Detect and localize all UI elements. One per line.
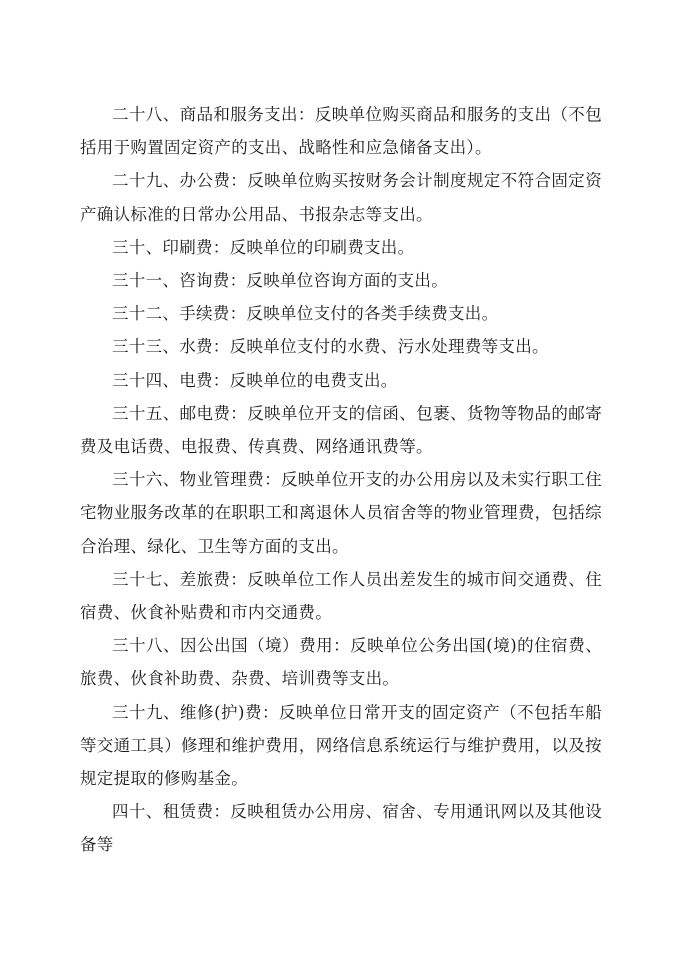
paragraph-39-maintenance: 三十九、维修(护)费：反映单位日常开支的固定资产（不包括车船等交通工具）修理和维护费用，网络信息系统运行与维护费用，以及按规定提取的修购基金。 xyxy=(80,702,602,789)
paragraph-28-goods-services: 二十八、商品和服务支出：反映单位购买商品和服务的支出（不包括用于购置固定资产的支出、战略性和应急储备支出）。 xyxy=(80,105,602,158)
paragraph-37-travel: 三十七、差旅费：反映单位工作人员出差发生的城市间交通费、住宿费、伙食补贴费和市内交通费。 xyxy=(80,569,602,623)
paragraph-32-service-fees: 三十二、手续费：反映单位支付的各类手续费支出。 xyxy=(112,304,499,324)
paragraph-38-overseas-travel: 三十八、因公出国（境）费用：反映单位公务出国(境)的住宿费、旅费、伙食补助费、杂费、培训费等支出。 xyxy=(80,636,602,689)
paragraph-40-leasing: 四十、租赁费：反映租赁办公用房、宿舍、专用通讯网以及其他设备等 xyxy=(80,802,602,855)
paragraph-33-water: 三十三、水费：反映单位支付的水费、污水处理费等支出。 xyxy=(112,337,549,357)
paragraph-35-postal-telecom: 三十五、邮电费：反映单位开支的信函、包裹、货物等物品的邮寄费及电话费、电报费、传真费、网络通讯费等。 xyxy=(80,403,602,457)
paragraph-36-property-management: 三十六、物业管理费：反映单位开支的办公用房以及未实行职工住宅物业服务改革的在职职工和离退休人员宿舍等的物业管理费，包括综合治理、绿化、卫生等方面的支出。 xyxy=(80,470,602,556)
paragraph-34-electricity: 三十四、电费：反映单位的电费支出。 xyxy=(112,370,398,390)
document-body xyxy=(80,98,602,862)
paragraph-30-printing: 三十、印刷费：反映单位的印刷费支出。 xyxy=(112,237,415,257)
paragraph-29-office-expenses: 二十九、办公费：反映单位购买按财务会计制度规定不符合固定资产确认标准的日常办公用品、书报杂志等支出。 xyxy=(80,171,602,224)
paragraph-31-consulting: 三十一、咨询费：反映单位咨询方面的支出。 xyxy=(112,271,448,291)
